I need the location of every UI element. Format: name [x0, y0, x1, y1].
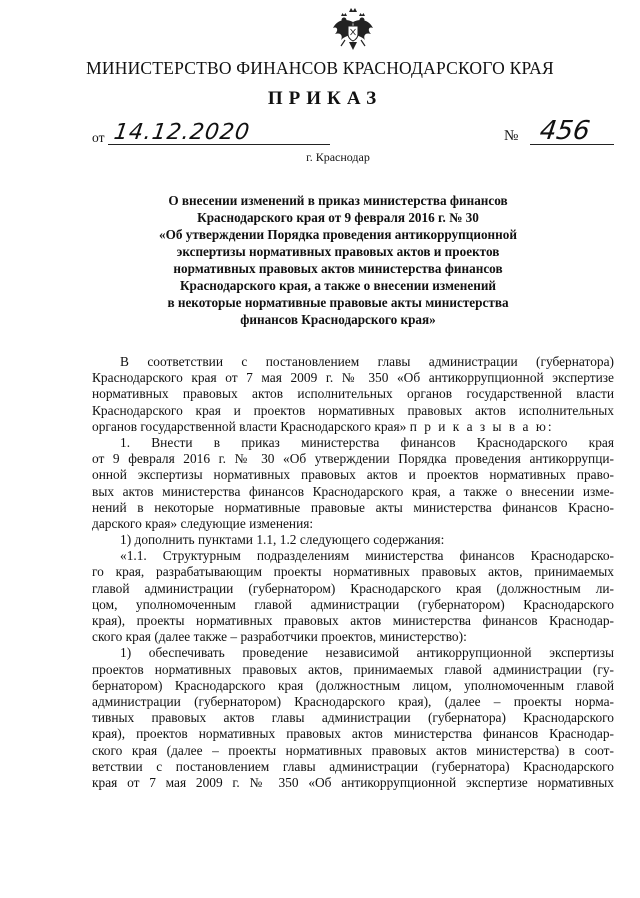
body-line: администрации (губернатором) Краснодарского края), (далее – проекты норма-	[92, 693, 614, 709]
body-line: нений в некоторые нормативные правовые акты министерства финансов Красно-	[92, 499, 614, 515]
body-line: края), проектов нормативных правовых актов министерства финансов Краснодар-	[92, 726, 614, 742]
subject-line: в некоторые нормативные правовые акты министерства	[167, 295, 509, 310]
body-line: вых актов министерства финансов Краснодарского края, а также о внесении изме-	[92, 483, 614, 499]
order-body	[92, 354, 614, 791]
order-subject	[130, 192, 546, 328]
body-line: Краснодарского края и проектов нормативных правовых актов исполнительных	[92, 402, 614, 418]
body-line: цом, уполномоченным главой администрации (губернатором) Краснодарского	[92, 596, 614, 612]
body-line: проектов нормативных правовых актов, принимаемых главой администрации (гу-	[92, 661, 614, 677]
order-date-number-row	[92, 116, 612, 150]
body-line: главой администрации (губернатором) Краснодарского края (должностным ли-	[92, 580, 614, 596]
body-line: В соответствии с постановлением главы администрации (губернатора)	[120, 354, 614, 369]
ministry-title: МИНИСТЕРСТВО ФИНАНСОВ КРАСНОДАРСКОГО КРАЯ	[86, 58, 554, 78]
body-line: ского края (далее – проекты нормативных правовых актов министерства) в соот-	[92, 742, 614, 758]
body-line: го края, разрабатывающим проекты нормативных правовых актов, принимаемых	[92, 564, 614, 580]
body-line: края), проекты нормативных правовых актов министерства финансов Краснодар-	[92, 613, 614, 628]
city-label: г. Краснодар	[306, 150, 370, 164]
order-title: ПРИКАЗ	[267, 88, 383, 109]
body-line: Краснодарского края от 7 мая 2009 г. № 350 «Об антикоррупционной экспертизе	[92, 370, 614, 386]
subject-line: Краснодарского края, а также о внесении изменений	[179, 278, 497, 293]
order-number: 456	[537, 116, 592, 146]
body-line: тивных правовых актов главы администрации (губернатора) Краснодарского	[92, 710, 614, 726]
body-line-text: органов государственной власти Краснодарского края»	[92, 418, 407, 434]
body-line: бернатором) Краснодарского края (должностным лицом, уполномоченным главой	[92, 677, 614, 693]
subject-line: О внесении изменений в приказ министерства финансов	[168, 193, 508, 208]
subject-line: экспертизы нормативных правовых актов и проектов	[176, 244, 500, 259]
body-line: 1. Внести в приказ министерства финансов Краснодарского края	[120, 434, 614, 450]
body-line: края от 7 мая 2009 г. № 350 «Об антикоррупционной экспертизе нормативных	[92, 774, 614, 790]
body-line: дарского края» следующие изменения:	[92, 515, 314, 531]
body-line	[92, 419, 614, 435]
subject-line: нормативных правовых актов министерства финансов	[173, 261, 503, 276]
date-prefix-label: от	[92, 130, 105, 145]
coat-of-arms-icon	[331, 6, 375, 54]
subject-line: Краснодарского края от 9 февраля 2016 г. № 30	[197, 210, 479, 225]
order-word: п р и к а з ы в а ю:	[409, 418, 554, 434]
body-line: «1.1. Структурным подразделениям министерства финансов Краснодарско-	[120, 548, 614, 564]
body-line: 1) обеспечивать проведение независимой антикоррупционной экспертизы	[120, 645, 614, 661]
body-line: ветствии с постановлением главы администрации (губернатора) Краснодарского	[92, 758, 614, 774]
body-line: нормативных правовых актов исполнительных органов государственной власти	[92, 386, 614, 402]
subject-line: «Об утверждении Порядка проведения антикоррупционной	[159, 227, 517, 242]
subject-line: финансов Краснодарского края»	[240, 312, 436, 327]
number-label: №	[504, 128, 519, 144]
order-date: 14.12.2020	[112, 120, 252, 145]
body-line: онной экспертизы нормативных правовых актов и проектов нормативных право-	[92, 467, 614, 483]
body-line: 1) дополнить пунктами 1.1, 1.2 следующего содержания:	[120, 532, 445, 548]
body-line: ского края (далее также – разработчики проектов, министерство):	[92, 629, 467, 645]
body-line: от 9 февраля 2016 г. № 30 «Об утверждении Порядка проведения антикоррупци-	[92, 451, 614, 467]
